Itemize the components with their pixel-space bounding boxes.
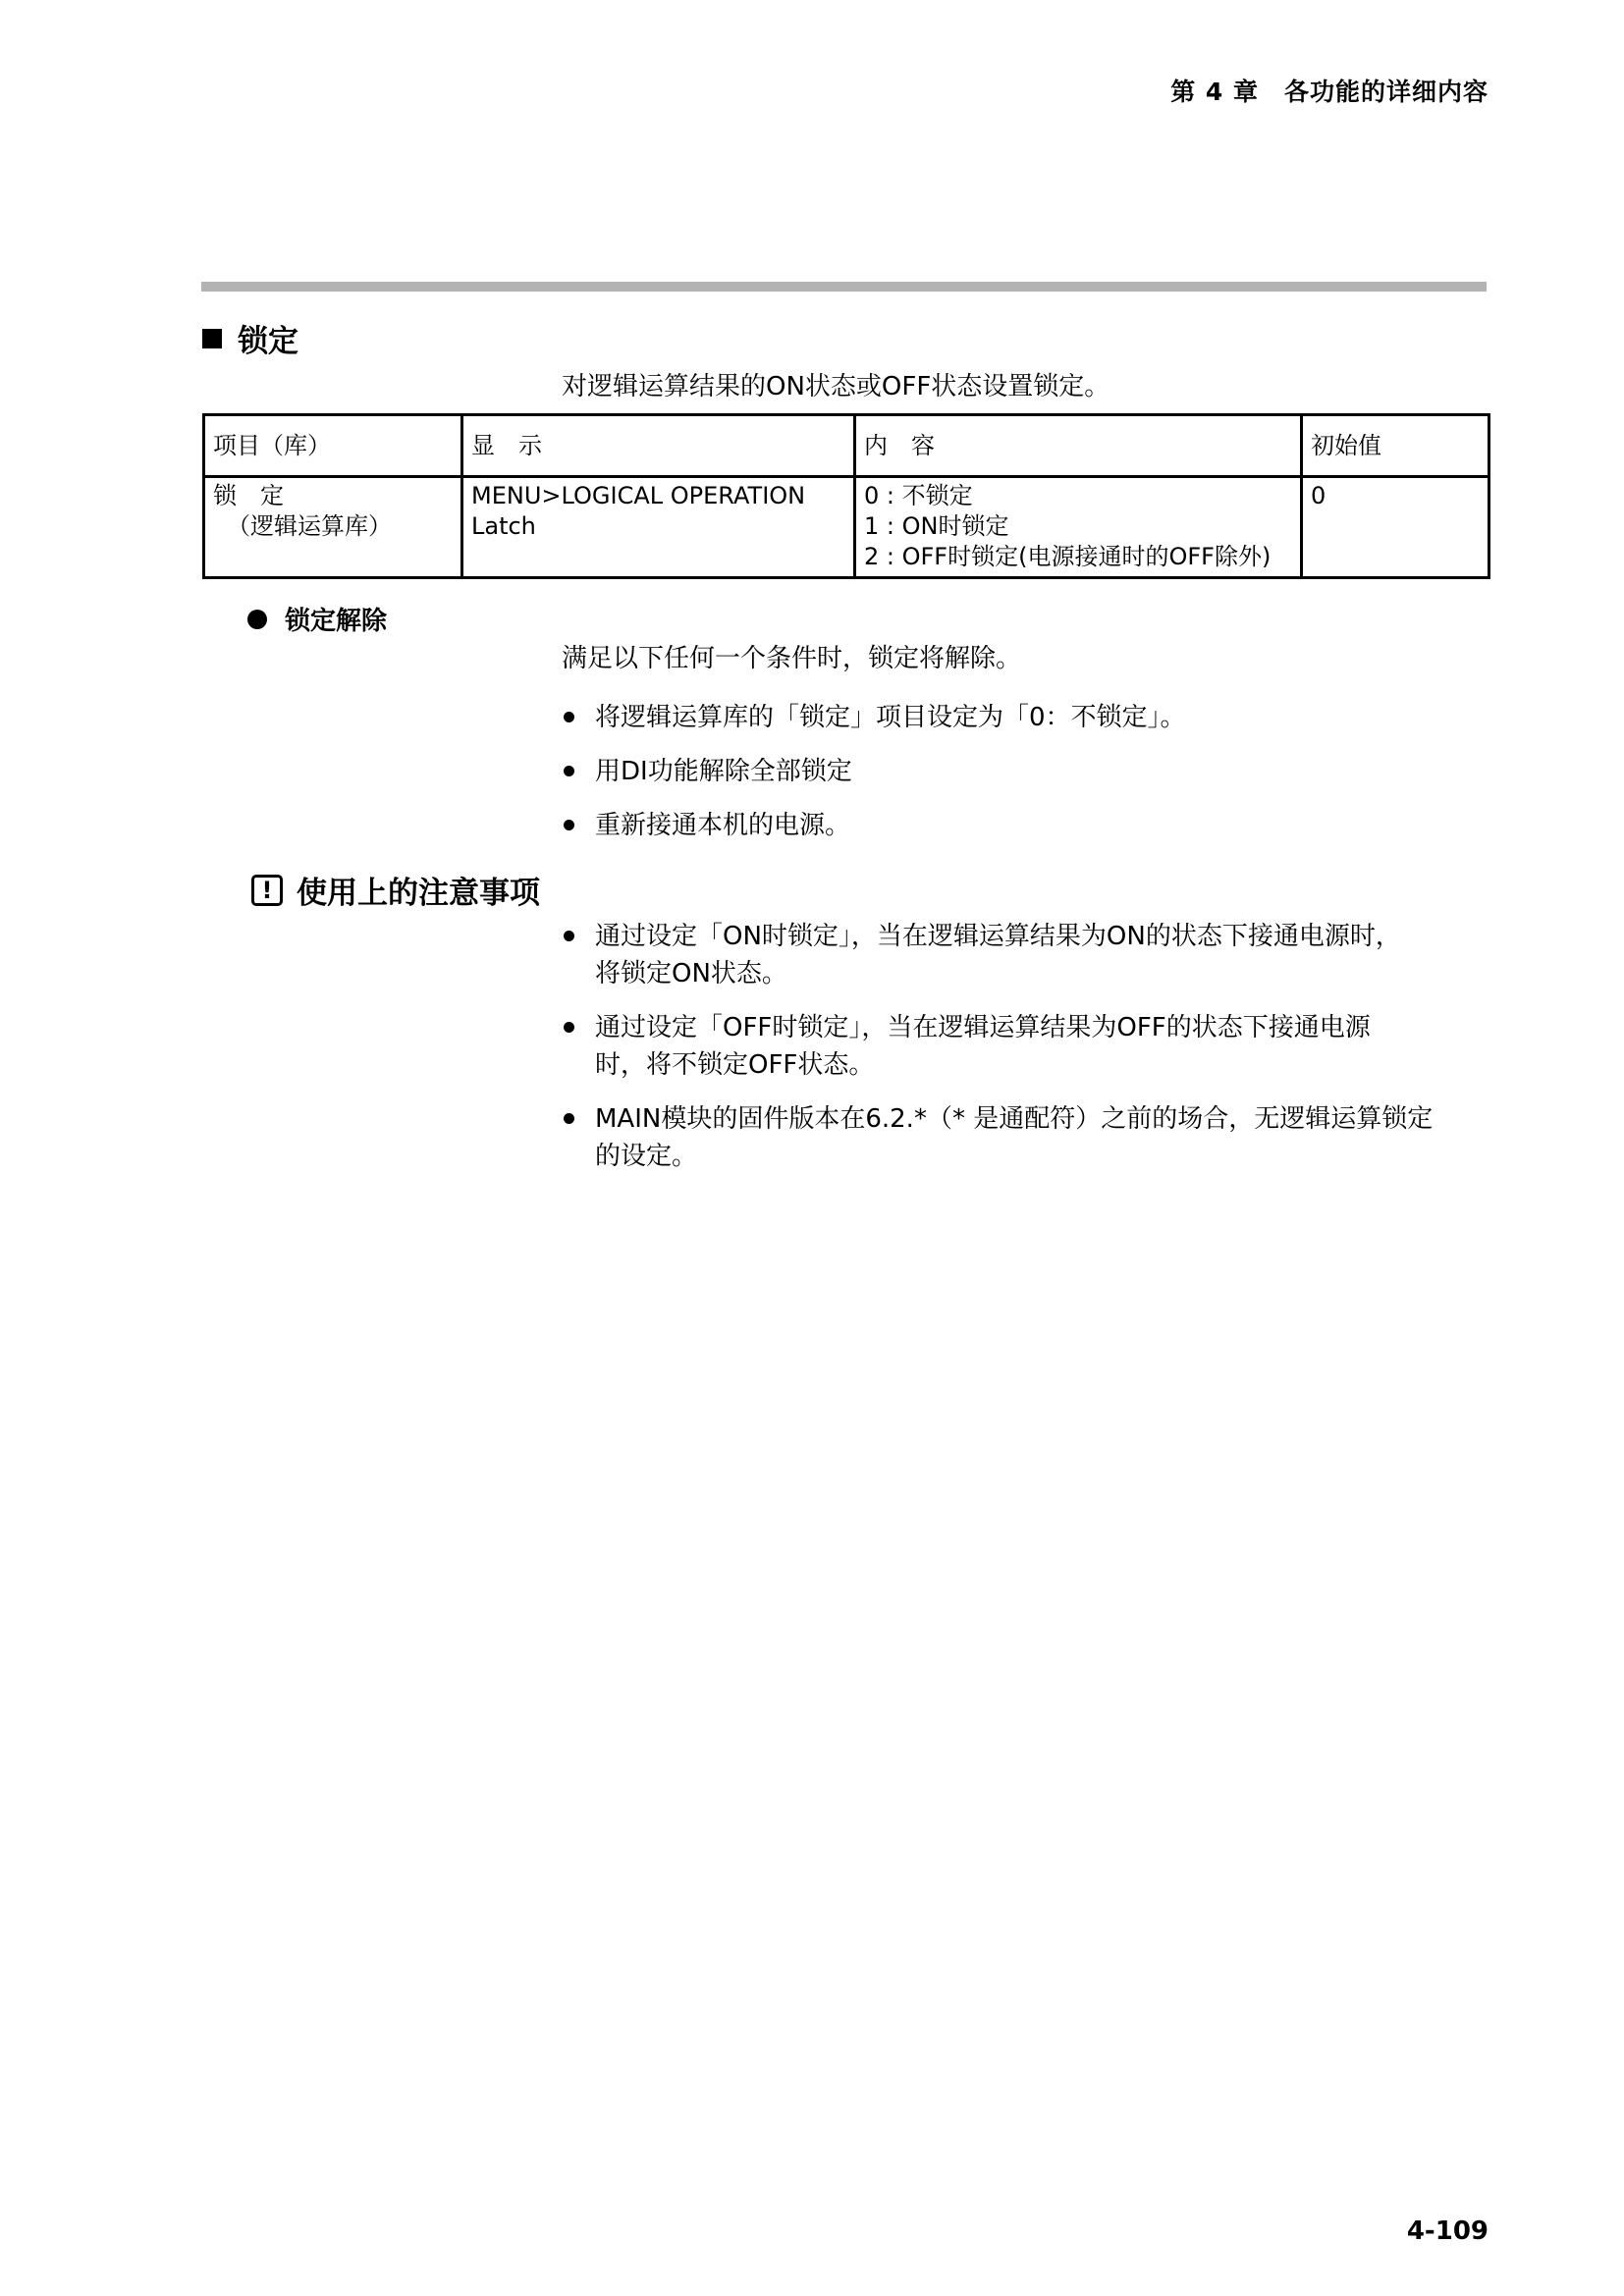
section-intro: 对逻辑运算结果的ON状态或OFF状态设置锁定。: [562, 372, 1110, 401]
item-name: 锁 定: [213, 482, 284, 509]
list-item-text: 通过设定「ON时锁定」，当在逻辑运算结果为ON的状态下接通电源时，: [595, 922, 1401, 951]
table-cell-display: [462, 477, 855, 578]
list-item: [562, 807, 1186, 844]
table-header-row: [204, 415, 1489, 477]
release-intro: 满足以下任何一个条件时，锁定将解除。: [562, 644, 1022, 673]
release-title-text: 锁定解除: [285, 607, 388, 636]
item-bank: （逻辑运算库）: [227, 512, 392, 540]
table-header-display: 显 示: [462, 415, 855, 477]
release-list: [562, 699, 1186, 844]
bullet-icon: [564, 712, 574, 722]
bullet-icon: [564, 820, 574, 830]
list-item: [562, 699, 1186, 736]
chapter-header: 第 4 章 各功能的详细内容: [1170, 78, 1489, 106]
table-header-content: 内 容: [855, 415, 1302, 477]
list-item-text: 的设定。: [595, 1142, 698, 1171]
list-item: [562, 918, 1433, 992]
bullet-icon: [564, 766, 574, 776]
section-title-text: 锁定: [238, 324, 298, 359]
display-name: Latch: [471, 512, 536, 540]
section-title: [202, 316, 298, 360]
content-option-0: 0 : 不锁定: [864, 482, 973, 509]
list-item-text: 将逻辑运算库的「锁定」项目设定为「0：不锁定」。: [595, 703, 1186, 732]
content-option-2: 2 : OFF时锁定(电源接通时的OFF除外): [864, 543, 1272, 570]
list-item-text: 通过设定「OFF时锁定」，当在逻辑运算结果为OFF的状态下接通电源: [595, 1013, 1371, 1042]
table-cell-initial: [1302, 477, 1489, 578]
release-title: [247, 601, 387, 637]
list-item: [562, 753, 1186, 790]
list-item-text: 时，将不锁定OFF状态。: [595, 1050, 875, 1080]
list-item-text: MAIN模块的固件版本在6.2.*（* 是通配符）之前的场合，无逻辑运算锁定: [595, 1104, 1434, 1134]
round-bullet-icon: [247, 610, 267, 629]
list-item: [562, 1100, 1433, 1175]
list-item-text: 重新接通本机的电源。: [595, 811, 851, 840]
display-path: MENU>LOGICAL OPERATION: [471, 482, 806, 509]
bullet-icon: [564, 1022, 574, 1033]
exclamation-icon: !: [251, 875, 283, 906]
bullet-icon: [564, 931, 574, 941]
list-item-text: 将锁定ON状态。: [595, 959, 787, 988]
table-header-item: 项目（库）: [204, 415, 462, 477]
page-number: 4-109: [1406, 2216, 1489, 2246]
settings-table: [202, 413, 1490, 579]
table-row: [204, 477, 1489, 578]
initial-value: 0: [1311, 482, 1326, 509]
table-cell-content: [855, 477, 1302, 578]
bullet-icon: [564, 1113, 574, 1124]
table-header-initial: 初始值: [1302, 415, 1489, 477]
list-item-text: 用DI功能解除全部锁定: [595, 757, 852, 786]
square-bullet-icon: [202, 329, 222, 348]
content-option-1: 1 : ON时锁定: [864, 512, 1009, 540]
list-item: [562, 1009, 1433, 1084]
caution-list: [562, 918, 1433, 1175]
caution-title-text: 使用上的注意事项: [297, 876, 540, 911]
section-divider: [201, 282, 1487, 292]
table-cell-item: [204, 477, 462, 578]
caution-title: [251, 868, 540, 912]
